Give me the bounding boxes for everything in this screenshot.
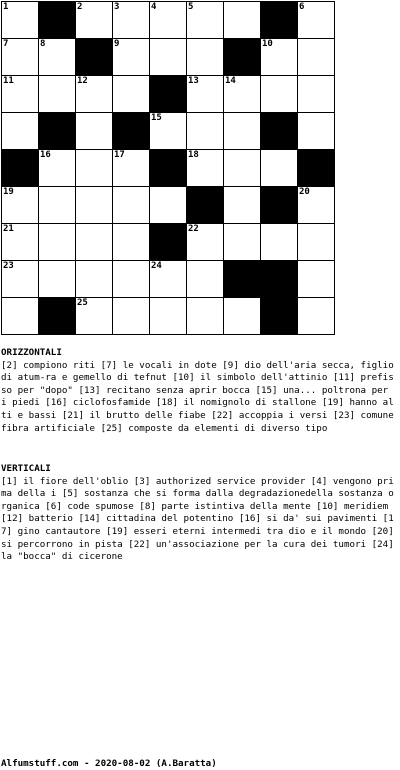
down-heading: VERTICALI	[1, 463, 51, 474]
clue-number: 22	[188, 224, 199, 234]
grid-cell[interactable]	[224, 224, 261, 261]
grid-cell[interactable]	[76, 2, 113, 39]
clue-number: 24	[151, 261, 162, 271]
grid-cell[interactable]	[187, 39, 224, 76]
grid-cell[interactable]	[187, 76, 224, 113]
grid-cell[interactable]	[39, 261, 76, 298]
down-clues	[1, 463, 397, 564]
black-cell	[113, 113, 150, 150]
clue-number: 6	[299, 2, 305, 12]
down-clue-text: [1] il fiore dell'oblio [3] authorized service provider [4] vengono prima della i [5] sostanza che si forma dalla degradazionedella sostanza organica [6] code spumose [8] parte istintiva della mente [10] meridiem [12] batterio [14] cittadina del potentino [16] si da' sui pavimenti [17] gino cantautore [19] esseri eterni intermedi tra dio e il mondo [20] si percorrono in pista [22] un'associazione per la cura dei tumori [24] la "bocca" di cicerone	[1, 475, 394, 563]
grid-cell[interactable]	[150, 2, 187, 39]
black-cell	[39, 2, 76, 39]
grid-cell[interactable]	[224, 76, 261, 113]
grid-cell[interactable]	[187, 2, 224, 39]
clue-number: 7	[3, 39, 9, 49]
grid-cell[interactable]	[76, 261, 113, 298]
grid-cell[interactable]	[224, 113, 261, 150]
grid-cell[interactable]	[39, 150, 76, 187]
black-cell	[150, 76, 187, 113]
grid-cell[interactable]	[187, 261, 224, 298]
black-cell	[187, 187, 224, 224]
grid-cell[interactable]	[113, 150, 150, 187]
grid-cell[interactable]	[39, 39, 76, 76]
grid-cell[interactable]	[2, 76, 39, 113]
grid-cell[interactable]	[113, 2, 150, 39]
grid-cell[interactable]	[113, 224, 150, 261]
footer-credit: Alfumstuff.com - 2020-08-02 (A.Baratta)	[1, 758, 217, 769]
black-cell	[261, 261, 298, 298]
grid-cell[interactable]	[298, 224, 335, 261]
grid-cell[interactable]	[150, 261, 187, 298]
black-cell	[2, 150, 39, 187]
clue-number: 21	[3, 224, 14, 234]
black-cell	[224, 39, 261, 76]
clue-number: 14	[225, 76, 236, 86]
grid-cell[interactable]	[261, 76, 298, 113]
grid-cell[interactable]	[113, 261, 150, 298]
grid-cell[interactable]	[187, 113, 224, 150]
clue-number: 20	[299, 187, 310, 197]
clue-number: 11	[3, 76, 14, 86]
grid-cell[interactable]	[113, 39, 150, 76]
grid-cell[interactable]	[261, 150, 298, 187]
across-clues	[1, 347, 397, 435]
clue-number: 25	[77, 298, 88, 308]
grid-cell[interactable]	[76, 76, 113, 113]
across-clue-text: [2] compiono riti [7] le vocali in dote [9] dio dell'aria secca, figlio di atum-ra e gemello di tefnut [10] il simbolo dell'attinio [11] prefisso per "dopo" [13] recitano senza aprir bocca [15] una... poltrona per i piedi [16] ciclofosfamide [18] il nomignolo di stallone [19] hanno alti e bassi [21] il brutto delle fiabe [22] accoppia i versi [23] comune fibra artificiale [25] composte da elementi di diverso tipo	[1, 359, 394, 434]
grid-cell[interactable]	[39, 224, 76, 261]
grid-cell[interactable]	[261, 39, 298, 76]
black-cell	[150, 224, 187, 261]
grid-cell[interactable]	[224, 298, 261, 335]
clue-number: 4	[151, 2, 157, 12]
clue-number: 9	[114, 39, 120, 49]
black-cell	[261, 2, 298, 39]
grid-cell[interactable]	[39, 187, 76, 224]
clue-number: 18	[188, 150, 199, 160]
grid-cell[interactable]	[187, 150, 224, 187]
grid-cell[interactable]	[150, 113, 187, 150]
grid-cell[interactable]	[76, 298, 113, 335]
grid-cell[interactable]	[187, 224, 224, 261]
clue-number: 12	[77, 76, 88, 86]
black-cell	[298, 150, 335, 187]
grid-cell[interactable]	[2, 2, 39, 39]
grid-cell[interactable]	[39, 76, 76, 113]
grid-cell[interactable]	[224, 187, 261, 224]
grid-cell[interactable]	[150, 298, 187, 335]
clue-number: 10	[262, 39, 273, 49]
black-cell	[150, 150, 187, 187]
grid-cell[interactable]	[76, 224, 113, 261]
clue-number: 16	[40, 150, 51, 160]
grid-cell[interactable]	[2, 187, 39, 224]
grid-cell[interactable]	[2, 113, 39, 150]
grid-cell[interactable]	[76, 187, 113, 224]
grid-cell[interactable]	[2, 224, 39, 261]
black-cell	[261, 187, 298, 224]
grid-cell[interactable]	[298, 113, 335, 150]
grid-cell[interactable]	[298, 39, 335, 76]
grid-cell[interactable]	[2, 298, 39, 335]
grid-cell[interactable]	[298, 76, 335, 113]
clue-number: 5	[188, 2, 194, 12]
grid-cell[interactable]	[298, 187, 335, 224]
black-cell	[39, 113, 76, 150]
black-cell	[76, 39, 113, 76]
clue-number: 15	[151, 113, 162, 123]
grid-cell[interactable]	[113, 76, 150, 113]
across-heading: ORIZZONTALI	[1, 347, 62, 358]
grid-cell[interactable]	[2, 39, 39, 76]
grid-cell[interactable]	[150, 39, 187, 76]
black-cell	[224, 261, 261, 298]
grid-cell[interactable]	[113, 298, 150, 335]
grid-cell[interactable]	[298, 298, 335, 335]
grid-cell[interactable]	[224, 2, 261, 39]
clue-number: 23	[3, 261, 14, 271]
clue-number: 3	[114, 2, 120, 12]
grid-cell[interactable]	[150, 187, 187, 224]
grid-cell[interactable]	[76, 113, 113, 150]
grid-cell[interactable]	[2, 261, 39, 298]
grid-cell[interactable]	[298, 261, 335, 298]
clue-number: 1	[3, 2, 9, 12]
black-cell	[261, 298, 298, 335]
clue-number: 17	[114, 150, 125, 160]
black-cell	[39, 298, 76, 335]
grid-cell[interactable]	[76, 150, 113, 187]
clue-number: 2	[77, 2, 83, 12]
grid-cell[interactable]	[187, 298, 224, 335]
black-cell	[261, 113, 298, 150]
grid-cell[interactable]	[113, 187, 150, 224]
clue-number: 8	[40, 39, 46, 49]
clue-number: 13	[188, 76, 199, 86]
crossword-grid	[1, 1, 335, 335]
grid-cell[interactable]	[298, 2, 335, 39]
clue-number: 19	[3, 187, 14, 197]
grid-cell[interactable]	[261, 224, 298, 261]
grid-cell[interactable]	[224, 150, 261, 187]
